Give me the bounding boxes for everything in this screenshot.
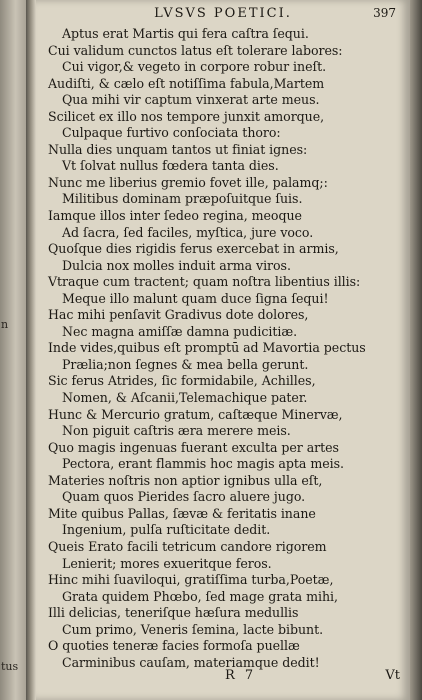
verse-line: Hac mihi penſavit Gradivus dote dolores, bbox=[48, 307, 309, 323]
facing-page-edge bbox=[0, 0, 26, 700]
verse-line: Lenierit; mores exueritque feros. bbox=[62, 555, 272, 571]
verse-line: Vtraque cum tractent; quam noſtra libentius illis: bbox=[48, 274, 361, 290]
verse-line: Non piguit caſtris æra merere meis. bbox=[62, 423, 291, 439]
page-edge bbox=[410, 0, 422, 700]
verse-line: Queis Erato facili tetricum candore rigorem bbox=[48, 538, 327, 554]
verse-line: Quam quos Pierides ſacro aluere jugo. bbox=[62, 489, 306, 505]
verse-line: Qua mihi vir captum vinxerat arte meus. bbox=[62, 92, 320, 108]
verse-line: Scilicet ex illo nos tempore junxit amorque, bbox=[48, 108, 325, 124]
verse-line: Meque illo malunt quam duce ſigna ſequi! bbox=[62, 290, 329, 306]
verse-line: Nunc me liberius gremio fovet ille, palamq;: bbox=[48, 174, 328, 190]
book-gutter bbox=[26, 0, 36, 700]
verse-line: Nec magna amiſſæ damna pudicitiæ. bbox=[62, 323, 298, 339]
facing-page-fragment: tus bbox=[1, 660, 19, 673]
verse-line: Illi delicias, teneriſque hæſura medullis bbox=[48, 605, 299, 621]
verse-line: Cum primo, Veneris ſemina, lacte bibunt. bbox=[62, 621, 324, 637]
verse-line: Mite quibus Pallas, ſævæ & feritatis inane bbox=[48, 505, 316, 521]
verse-line: O quoties teneræ facies formoſa puellæ bbox=[48, 638, 300, 654]
verse-line: Audiſti, & cælo eſt notiſſima fabula,Martem bbox=[48, 75, 325, 91]
verse-line: Nomen, & Aſcanii,Telemachique pater. bbox=[62, 390, 308, 406]
verse-line: Hinc mihi ſuaviloqui, gratiſſima turba,Poetæ, bbox=[48, 572, 334, 588]
verse-line: Grata quidem Phœbo, ſed mage grata mihi, bbox=[62, 588, 338, 604]
verse-line: Carminibus cauſam, materiamque dedit! bbox=[62, 654, 320, 670]
verse-line: Cui validum cunctos latus eſt tolerare labores: bbox=[48, 42, 343, 58]
verse-line: Quo magis ingenuas fuerant exculta per artes bbox=[48, 439, 339, 455]
page-number: 397 bbox=[373, 6, 396, 20]
verse-line: Inde vides,quibus eſt promptū ad Mavortia pectus bbox=[48, 340, 366, 356]
verse-line: Ingenium, pulſa ruſticitate dedit. bbox=[62, 522, 271, 538]
signature-mark: R 7 bbox=[225, 668, 257, 683]
verse-line: Prælia;non ſegnes & mea bella gerunt. bbox=[62, 356, 309, 372]
verse-line: Culpaque furtivo conſociata thoro: bbox=[62, 125, 281, 141]
catchword: Vt bbox=[385, 668, 400, 683]
verse-line: Vt ſolvat nullus fœdera tanta dies. bbox=[62, 158, 279, 174]
verse-line: Cui vigor,& vegeto in corpore robur ineſt. bbox=[62, 59, 327, 75]
verse-block bbox=[48, 26, 408, 671]
verse-line: Aptus erat Martis qui fera caſtra ſequi. bbox=[62, 26, 309, 41]
verse-line: Pectora, erant flammis hoc magis apta meis. bbox=[62, 456, 344, 472]
verse-line: Dulcia nox molles induit arma viros. bbox=[62, 257, 291, 273]
verse-line: Hunc & Mercurio gratum, caſtæque Minervæ, bbox=[48, 406, 343, 422]
verse-line: Ad ſacra, ſed faciles, myſtica, jure voco. bbox=[62, 224, 314, 240]
book-page bbox=[36, 0, 410, 700]
running-head: LVSVS POETICI. bbox=[154, 6, 292, 21]
facing-page-fragment: n bbox=[1, 318, 9, 331]
verse-line: Militibus dominam præpoſuitque ſuis. bbox=[62, 191, 303, 207]
verse-line: Quoſque dies rigidis ferus exercebat in armis, bbox=[48, 241, 339, 257]
verse-line: Sic ferus Atrides, ſic formidabile, Achilles, bbox=[48, 373, 316, 389]
verse-line: Iamque illos inter ſedeo regina, meoque bbox=[48, 208, 302, 224]
verse-line: Materies noſtris non aptior ignibus ulla eſt, bbox=[48, 472, 323, 488]
verse-line: Nulla dies unquam tantos ut finiat ignes: bbox=[48, 141, 308, 157]
